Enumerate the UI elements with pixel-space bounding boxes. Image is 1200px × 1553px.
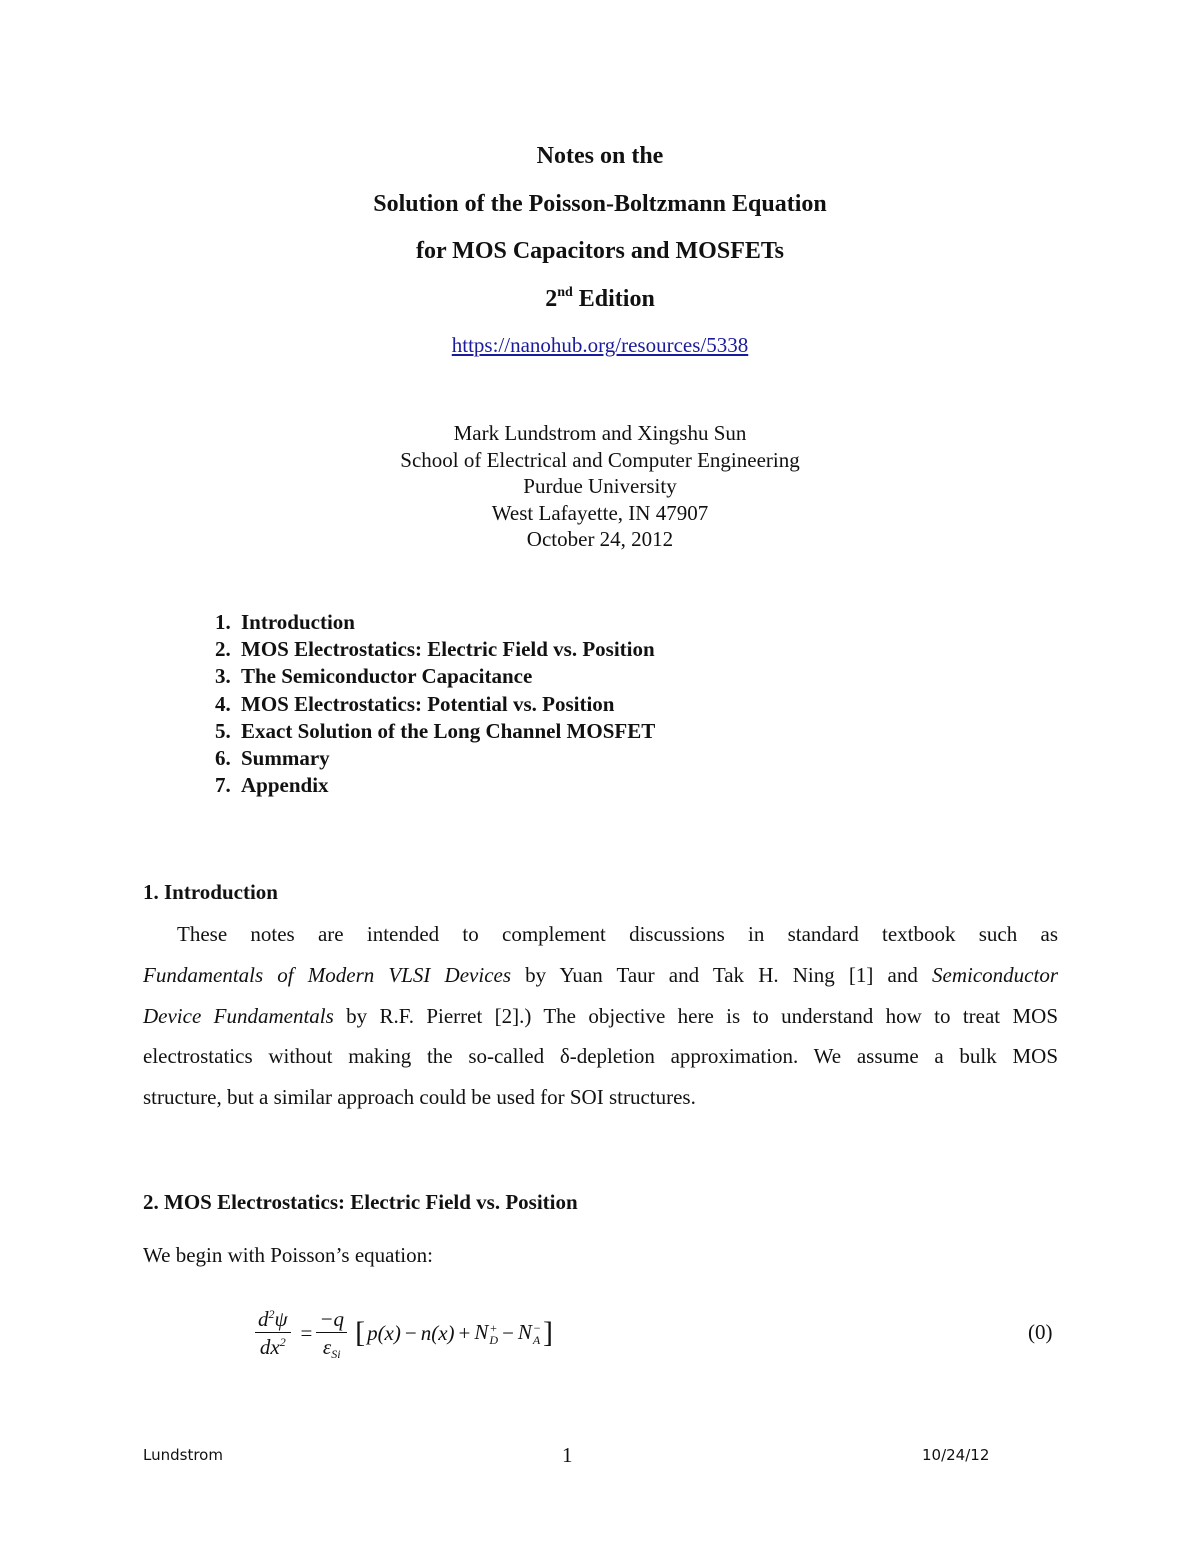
author-university: Purdue University <box>523 474 677 498</box>
footer-author: Lundstrom <box>143 1446 223 1464</box>
title-line-2: Solution of the Poisson-Boltzmann Equation <box>373 191 827 217</box>
edition-ordinal: nd <box>557 285 573 300</box>
author-block <box>0 420 1200 553</box>
footer-date: 10/24/12 <box>922 1446 990 1464</box>
toc-item: 4. MOS Electrostatics: Potential vs. Position <box>215 691 615 716</box>
author-names: Mark Lundstrom and Xingshu Sun <box>453 421 747 445</box>
paragraph-line: Fundamentals of Modern VLSI Devices by Yuan Taur and Tak H. Ning [1] and Semiconductor <box>143 962 1058 987</box>
resource-link[interactable]: https://nanohub.org/resources/5338 <box>451 333 749 357</box>
term-acceptor: N − A <box>517 1319 542 1348</box>
title-line-3: for MOS Capacitors and MOSFETs <box>415 238 785 264</box>
term-p: p(x) <box>367 1320 401 1345</box>
paragraph-line: Device Fundamentals by R.F. Pierret [2].) The objective here is to understand how to treat MOS <box>143 1003 1058 1028</box>
equation-number: (0) <box>1028 1320 1053 1344</box>
derivative-fraction: $\frac{d^2\psi}{dx^2}$ <box>255 1308 291 1358</box>
footer-page-number: 1 <box>562 1443 573 1467</box>
section-2-intro: We begin with Poisson’s equation: <box>143 1243 433 1267</box>
book-title: Device Fundamentals <box>143 1003 334 1028</box>
toc-item: 6. Summary <box>215 746 330 771</box>
resource-link-line <box>0 333 1200 358</box>
toc-item: 3. The Semiconductor Capacitance <box>215 664 533 689</box>
toc-item: 5. Exact Solution of the Long Channel MOSFET <box>215 718 656 743</box>
title-line-1: Notes on the <box>536 143 664 169</box>
poisson-equation: $\frac{d^2\psi}{dx^2}$ = $\frac{-q}{\varepsilon_{Si}}$ [ p(x) − n(x) + N + D − N − A ] <box>255 1298 555 1368</box>
paragraph-line: structure, but a similar approach could be used for SOI structures. <box>143 1085 696 1110</box>
equals-sign: = <box>300 1320 313 1345</box>
term-n: n(x) <box>420 1320 455 1345</box>
toc-item: 7. Appendix <box>215 773 329 798</box>
edition-number: 2 <box>545 286 558 312</box>
section-2-heading: 2. MOS Electrostatics: Electric Field vs. Position <box>143 1190 578 1214</box>
section-1-heading: 1. Introduction <box>143 880 278 904</box>
edition-word: Edition <box>572 286 655 312</box>
book-title: Fundamentals of Modern VLSI Devices <box>143 962 512 987</box>
left-bracket: [ <box>355 1316 366 1349</box>
right-bracket: ] <box>543 1316 554 1349</box>
edition-line <box>0 286 1200 313</box>
table-of-contents <box>215 609 655 799</box>
term-donor: N + D <box>474 1319 499 1348</box>
paragraph-line: These notes are intended to complement discussions in standard textbook such as <box>177 922 1058 946</box>
book-title: Semiconductor <box>932 962 1058 987</box>
paragraph-line: electrostatics without making the so-called δ-depletion approximation. We assume a bulk MOS <box>143 1044 1058 1069</box>
author-school: School of Electrical and Computer Engineering <box>400 447 800 472</box>
introduction-paragraph <box>143 918 1058 1122</box>
toc-item: 2. MOS Electrostatics: Electric Field vs. Position <box>215 637 655 662</box>
author-location: West Lafayette, IN 47907 <box>491 500 709 525</box>
document-date: October 24, 2012 <box>526 527 674 551</box>
toc-item: 1. Introduction <box>215 610 355 634</box>
charge-permittivity-fraction: $\frac{-q}{\varepsilon_{Si}}$ <box>316 1308 347 1358</box>
